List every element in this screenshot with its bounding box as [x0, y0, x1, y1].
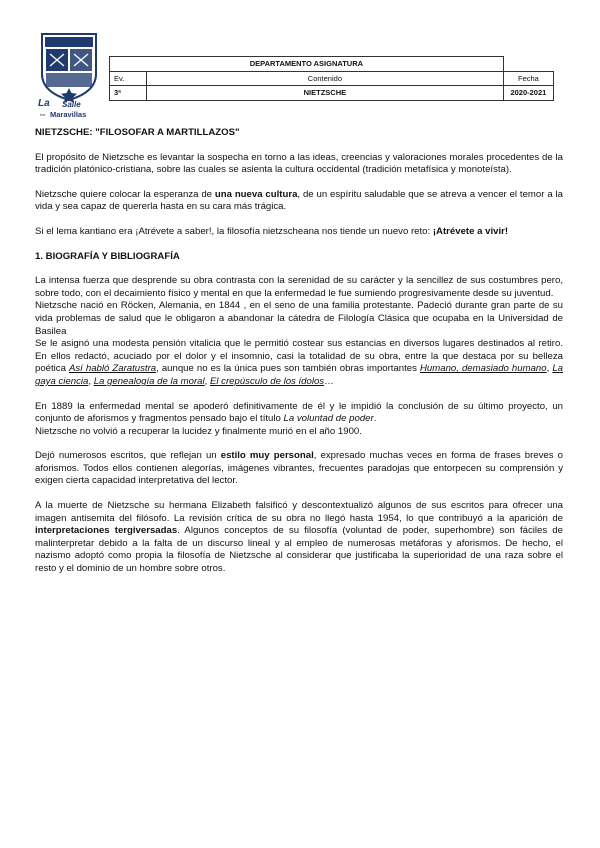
- document-body: [35, 127, 563, 576]
- bio-paragraph-4: En 1889 la enfermedad mental se apoderó definitivamente de él y le impidió la conclusión de su último proyecto, un conjunto de aforismos y fragmentos pensado bajo el título La voluntad de poder.: [35, 400, 563, 425]
- logo-text-salle: Salle: [62, 100, 81, 109]
- work-voluntad-de-poder: La voluntad de poder: [283, 413, 374, 425]
- work-genealogia: La genealogía de la moral: [93, 375, 205, 387]
- logo-text-ins: Ins: [40, 112, 46, 117]
- bio-paragraph-2: Nietzsche nació en Röcken, Alemania, en 1844 , en el seno de una familia protestante. Padeció durante gran parte de su vida problemas de salud que le obligaron a abandonar la cátedra de Filología Clásica que ocupaba en la Universidad de Basilea: [35, 300, 563, 337]
- intro-paragraph-1: El propósito de Nietzsche es levantar la sospecha en torno a las ideas, creencias y valoraciones morales procedentes de la tradición platónico-cristiana, sobre las cuales se asienta la cultura occidental (tradición metafísica y monoteísta).: [35, 151, 563, 176]
- header-content-value: NIETZSCHE: [147, 86, 504, 101]
- intro-paragraph-3: Si el lema kantiano era ¡Atrévete a saber!, la filosofía nietzscheana nos tiende un nuevo reto: ¡Atrévete a vivir!: [35, 225, 509, 237]
- work-zaratustra: Así habló Zaratustra: [68, 363, 157, 375]
- bio-paragraph-1: La intensa fuerza que desprende su obra contrasta con la serenidad de su carácter y la sencillez de sus costumbres pero, sobre todo, con el decaimiento físico y mental en que la enfermedad le fue sumiendo progresivamente desde su juventud.: [35, 275, 563, 299]
- header-table: [109, 56, 554, 101]
- header-department: DEPARTAMENTO ASIGNATURA: [110, 57, 504, 72]
- bio-paragraph-3: Se le asignó una modesta pensión vitalicia que le permitió costear sus estancias en diversos lugares destinados al retiro. En ellos redactó, acuciado por el dolor y el insomnio, casi la totalidad de su obra, entre la que destaca por su belleza poética Así habló Zaratustra, aunque no es la única pues son también obras importantes Humano, demasiado humano, La gaya ciencia, La genealogía de la moral, El crepúsculo de los ídolos…: [35, 338, 563, 387]
- page-title: NIETZSCHE: "FILOSOFAR A MARTILLAZOS": [35, 127, 240, 138]
- header-col-ev: Ev.: [110, 71, 147, 86]
- bio-paragraph-7: A la muerte de Nietzsche su hermana Elizabeth falsificó y descontextualizó algunos de sus escritos para ofrecer una imagen antisemita del filósofo. La revisión crítica de su obra no llegó hasta 1954, lo que contribuyó a la aparición de interpretaciones tergiversadas. Algunos conceptos de su filosofía (voluntad de poder, superhombre) son fáciles de malinterpretar debido a la falta de un discurso lineal y al empleo de numerosas metáforas y aforismos. De hecho, el nazismo adoptó como propia la filosofía de Nietzsche al considerar que justificaba la superioridad de una raza sobre el resto y el dominio de un hombre sobre otros.: [35, 500, 563, 575]
- bio-paragraph-5: Nietzsche no volvió a recuperar la lucidez y finalmente murió en el año 1900.: [35, 425, 362, 437]
- work-gaya-ciencia: La gaya ciencia: [35, 363, 563, 387]
- header-date-value: 2020-2021: [503, 86, 553, 101]
- logo-text-maravillas: Maravillas: [50, 110, 87, 119]
- logo-text-la: La: [38, 98, 50, 109]
- header-blank-cell: [503, 57, 553, 72]
- school-logo: [36, 30, 102, 122]
- work-humano: Humano, demasiado humano: [419, 363, 547, 375]
- bio-paragraph-6: Dejó numerosos escritos, que reflejan un estilo muy personal, expresado muchas veces en forma de frases breves o aforismos. Todos ellos contienen alegorías, imágenes vibrantes, frecuentes paradojas que entorpecen su comprensión y exigen cierta capacidad interpretativa del lector.: [35, 450, 563, 487]
- header-col-content: Contenido: [147, 71, 504, 86]
- header-ev-value: 3ª: [110, 86, 147, 101]
- work-crepusculo: El crepúsculo de los ídolos: [209, 375, 325, 387]
- intro-paragraph-2: Nietzsche quiere colocar la esperanza de una nueva cultura, de un espíritu saludable que se atreva a vencer el temor a la vida y sea capaz de quererla hasta en su cara más trágica.: [35, 188, 563, 213]
- section-heading-biography: 1. BIOGRAFÍA Y BIBLIOGRAFÍA: [35, 250, 180, 262]
- header-col-date: Fecha: [503, 71, 553, 86]
